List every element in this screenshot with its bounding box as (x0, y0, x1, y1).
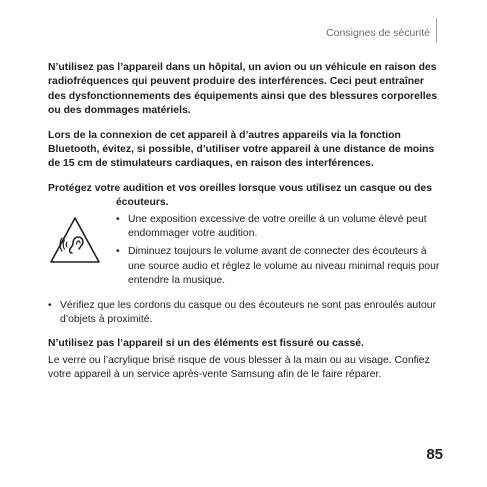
hearing-bullets-block (48, 213, 443, 297)
hearing-warning-icon (48, 215, 102, 265)
hospital-warning: N’utilisez pas l’appareil dans un hôpital, un avion ou un véhicule en raison des radiofréquences qui peuvent produire des interférences. Ceci peut entraîner des dysfonctionnements des équipements ainsi que des blessures corporelles ou des dommages matériels. (48, 62, 438, 117)
hearing-heading-line1: Protégez votre audition et vos oreilles lorsque vous utilisez un casque ou des (48, 182, 432, 194)
hearing-section (48, 182, 443, 328)
section-title: Consignes de sécurité (326, 27, 430, 39)
cracked-body: Le verre ou l’acrylique brisé risque de vous blesser à la main ou au visage. Confiez votre appareil à un service après-vente Samsung afin de le faire réparer. (48, 354, 430, 381)
hearing-heading (48, 182, 443, 211)
hearing-bullet-list (116, 213, 443, 289)
cord-bullet-list (48, 299, 443, 328)
list-item: • Une exposition excessive de votre oreille à un volume élevé peut endommager votre audition. (116, 213, 443, 242)
page-content (48, 61, 443, 383)
bluetooth-warning: Lors de la connexion de cet appareil à d’autres appareils via la fonction Bluetooth, évitez, si possible, d’utiliser votre appareil à une distance de moins de 15 cm de stimulateurs cardiaques, en raison des interférences. (48, 129, 435, 170)
list-item: • Vérifiez que les cordons du casque ou des écouteurs ne sont pas enroulés autour d’objets à proximité. (48, 299, 443, 328)
list-item: • Diminuez toujours le volume avant de connecter des écouteurs à une source audio et réglez le volume au niveau minimal requis pour entendre la musique. (116, 245, 443, 288)
hearing-heading-line2: écouteurs. (116, 197, 169, 209)
cracked-heading: N’utilisez pas l’appareil si un des éléments est fissuré ou cassé. (48, 338, 364, 350)
header-divider (436, 18, 437, 42)
page-number: 85 (426, 446, 443, 463)
